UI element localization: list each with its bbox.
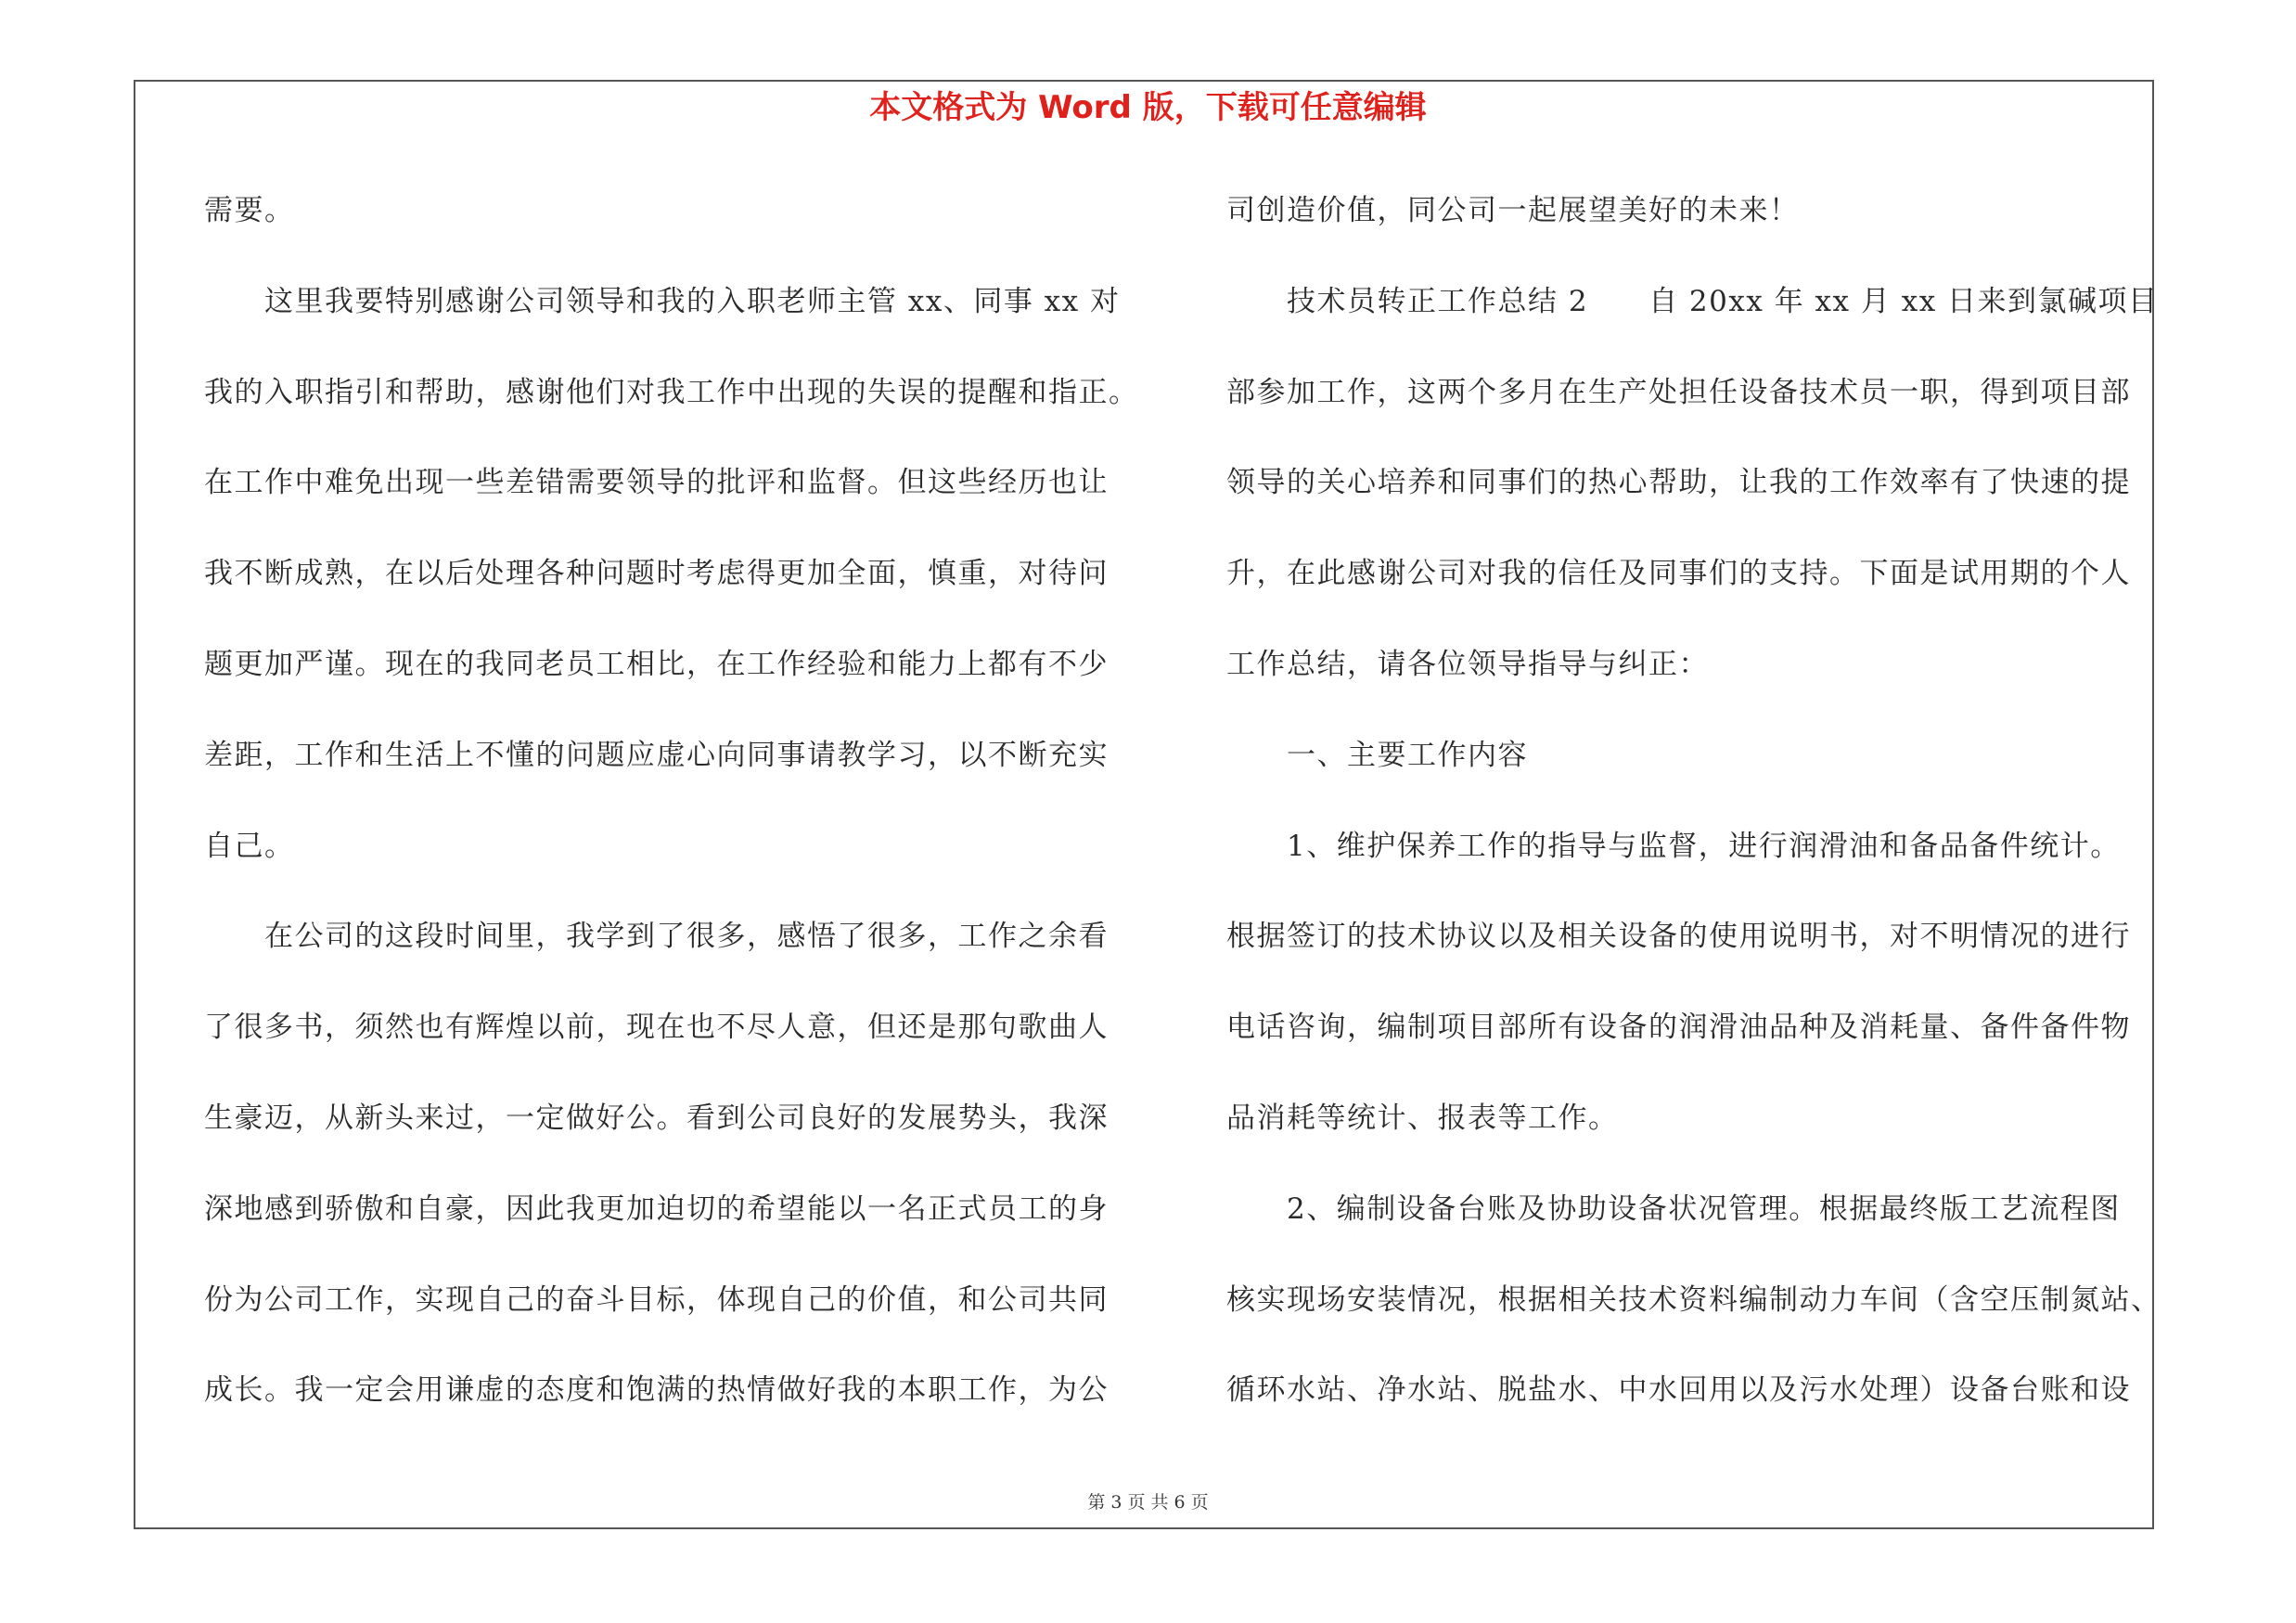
section-heading: 一、主要工作内容 xyxy=(1226,738,1528,772)
text-line: 部参加工作，这两个多月在生产处担任设备技术员一职，得到项目部 xyxy=(1226,375,2131,409)
text-line: 生豪迈，从新头来过，一定做好公。看到公司良好的发展势头，我深 xyxy=(204,1101,1109,1135)
text-line: 循环水站、净水站、脱盐水、中水回用以及污水处理）设备台账和设 xyxy=(1226,1373,2131,1408)
right-column xyxy=(1226,181,2182,1451)
text-line: 自己。 xyxy=(204,829,295,863)
text-line: 成长。我一定会用谦虚的态度和饱满的热情做好我的本职工作，为公 xyxy=(204,1373,1109,1408)
text-line: 司创造价值，同公司一起展望美好的未来！ xyxy=(1226,194,1800,227)
text-line: 领导的关心培养和同事们的热心帮助，让我的工作效率有了快速的提 xyxy=(1226,466,2131,500)
text-line: 在工作中难免出现一些差错需要领导的批评和监督。但这些经历也让 xyxy=(204,466,1109,500)
text-line: 核实现场安装情况，根据相关技术资料编制动力车间（含空压制氮站、 xyxy=(1226,1282,2161,1317)
text-line: 我的入职指引和帮助，感谢他们对我工作中出现的失误的提醒和指正。 xyxy=(204,375,1139,409)
text-line: 品消耗等统计、报表等工作。 xyxy=(1226,1101,1619,1135)
text-line: 题更加严谨。现在的我同老员工相比，在工作经验和能力上都有不少 xyxy=(204,647,1109,681)
text-line: 我不断成熟，在以后处理各种问题时考虑得更加全面，慎重，对待问 xyxy=(204,557,1109,591)
text-line: 1、维护保养工作的指导与监督，进行润滑油和备品备件统计。 xyxy=(1226,829,2121,863)
text-line: 电话咨询，编制项目部所有设备的润滑油品种及消耗量、备件备件物 xyxy=(1226,1011,2131,1045)
format-notice-banner: 本文格式为 Word 版，下载可任意编辑 xyxy=(869,89,1427,126)
page-number-footer: 第 3 页 共 6 页 xyxy=(1087,1492,1209,1513)
text-line: 在公司的这段时间里，我学到了很多，感悟了很多，工作之余看 xyxy=(204,920,1109,954)
text-line: 这里我要特别感谢公司领导和我的入职老师主管 xx、同事 xx 对 xyxy=(204,284,1121,318)
text-line: 根据签订的技术协议以及相关设备的使用说明书，对不明情况的进行 xyxy=(1226,920,2131,954)
text-line: 了很多书，须然也有辉煌以前，现在也不尽人意，但还是那句歌曲人 xyxy=(204,1011,1109,1045)
text-line: 升，在此感谢公司对我的信任及同事们的支持。下面是试用期的个人 xyxy=(1226,557,2131,591)
text-line: 份为公司工作，实现自己的奋斗目标，体现自己的价值，和公司共同 xyxy=(204,1282,1109,1317)
text-line: 需要。 xyxy=(204,194,295,227)
text-line: 差距，工作和生活上不懂的问题应虚心向同事请教学习，以不断充实 xyxy=(204,738,1109,772)
text-line: 技术员转正工作总结 2 自 20xx 年 xx 月 xx 日来到氯碱项目 xyxy=(1226,284,2159,318)
text-line: 2、编制设备台账及协助设备状况管理。根据最终版工艺流程图 xyxy=(1226,1191,2121,1226)
left-column xyxy=(204,181,1160,1451)
text-line: 深地感到骄傲和自豪，因此我更加迫切的希望能以一名正式员工的身 xyxy=(204,1191,1109,1226)
text-line: 工作总结，请各位领导指导与纠正： xyxy=(1226,647,1709,681)
